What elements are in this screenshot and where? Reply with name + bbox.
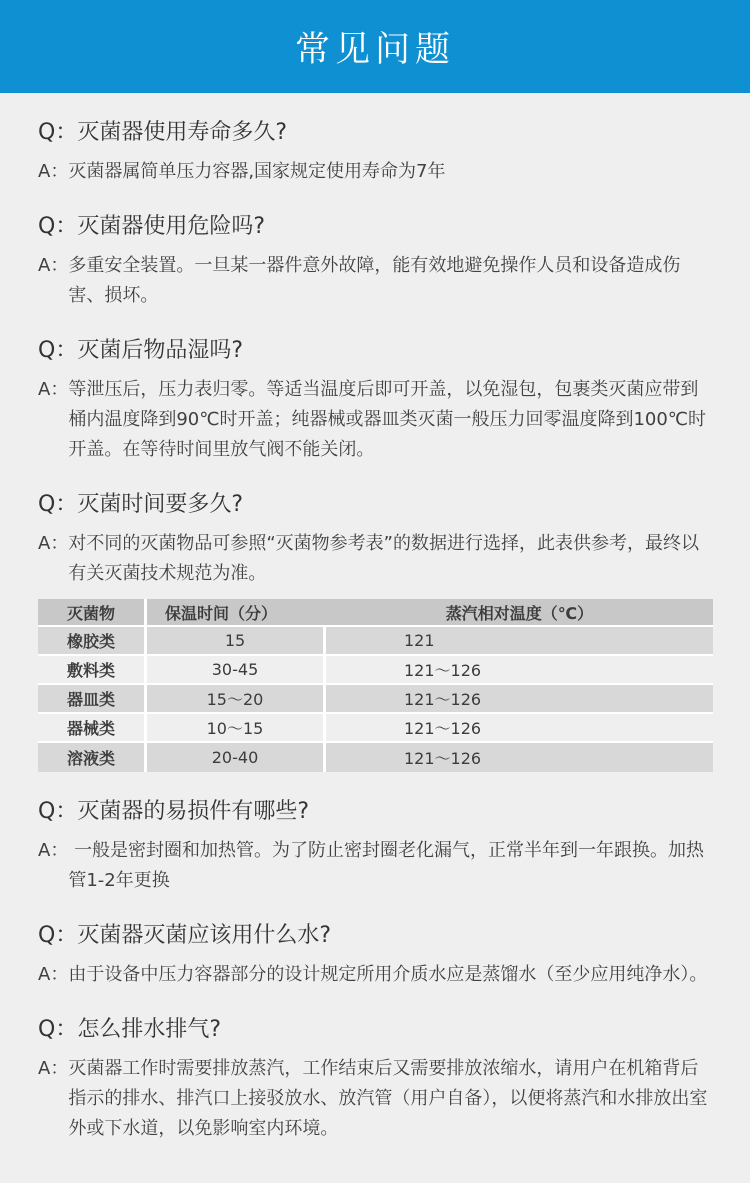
answer-text: 一般是密封圈和加热管。为了防止密封圈老化漏气，正常半年到一年跟换。加热管1-2年更换 xyxy=(68,840,705,891)
faq-answer xyxy=(38,251,712,311)
table-row xyxy=(38,743,713,772)
hold-time-cell: 10～15 xyxy=(147,714,326,743)
answer-label: A： xyxy=(38,533,69,554)
answer-text: 由于设备中压力容器部分的设计规定所用介质水应是蒸馏水（至少应用纯净水）。 xyxy=(68,964,708,985)
question-text: 灭菌后物品湿吗? xyxy=(77,338,244,363)
sterilized-item-cell: 器械类 xyxy=(38,714,147,743)
table-row xyxy=(38,627,713,656)
faq-question xyxy=(38,490,712,520)
table-row xyxy=(38,714,713,743)
faq-item xyxy=(38,212,712,311)
page-header xyxy=(0,0,750,93)
question-text: 灭菌器使用寿命多久? xyxy=(77,120,288,145)
table-header-cell: 灭菌物 xyxy=(38,599,147,627)
faq-item xyxy=(38,118,712,187)
question-label: Q： xyxy=(38,1017,78,1042)
hold-time-cell: 15 xyxy=(147,627,326,656)
faq-item xyxy=(38,921,712,990)
answer-label: A： xyxy=(38,379,69,400)
sterilized-item-cell: 器皿类 xyxy=(38,685,147,714)
faq-content xyxy=(0,118,750,1178)
faq-question xyxy=(38,797,712,827)
question-label: Q： xyxy=(38,214,78,239)
table-head xyxy=(38,599,713,627)
faq-answer xyxy=(38,157,712,187)
answer-label: A： xyxy=(38,161,69,182)
question-text: 灭菌器使用危险吗? xyxy=(77,214,266,239)
answer-label: A： xyxy=(38,964,69,985)
sterilized-item-cell: 橡胶类 xyxy=(38,627,147,656)
sterilized-item-cell: 敷料类 xyxy=(38,656,147,685)
steam-temp-cell: 121～126 xyxy=(326,656,713,685)
table-row xyxy=(38,685,713,714)
faq-question xyxy=(38,118,712,148)
question-label: Q： xyxy=(38,120,78,145)
steam-temp-cell: 121 xyxy=(326,627,713,656)
hold-time-cell: 30-45 xyxy=(147,656,326,685)
faq-item xyxy=(38,490,712,589)
sterilization-reference-table xyxy=(38,599,713,772)
faq-item xyxy=(38,336,712,465)
steam-temp-cell: 121～126 xyxy=(326,714,713,743)
steam-temp-cell: 121～126 xyxy=(326,685,713,714)
faq-item xyxy=(38,797,712,896)
answer-text: 灭菌器属简单压力容器,国家规定使用寿命为7年 xyxy=(68,161,446,182)
answer-label: A： xyxy=(38,840,69,861)
page-title: 常见问题 xyxy=(294,29,455,70)
table-header-cell: 保温时间（分） xyxy=(147,599,326,627)
answer-text: 对不同的灭菌物品可参照“灭菌物参考表”的数据进行选择，此表供参考，最终以有关灭菌技术规范为准。 xyxy=(68,533,699,584)
question-label: Q： xyxy=(38,923,78,948)
faq-question xyxy=(38,336,712,366)
question-label: Q： xyxy=(38,799,78,824)
faq-answer xyxy=(38,375,712,465)
faq-answer xyxy=(38,836,712,896)
hold-time-cell: 20-40 xyxy=(147,743,326,772)
answer-text: 等泄压后，压力表归零。等适当温度后即可开盖，以免湿包，包裹类灭菌应带到桶内温度降到90℃时开盖；纯器械或器皿类灭菌一般压力回零温度降到100℃时开盖。在等待时间里放气阀不能关闭。 xyxy=(68,379,707,460)
faq-question xyxy=(38,921,712,951)
faq-answer xyxy=(38,960,712,990)
answer-text: 灭菌器工作时需要排放蒸汽，工作结束后又需要排放浓缩水，请用户在机箱背后指示的排水、排汽口上接驳放水、放汽管（用户自备），以便将蒸汽和水排放出室外或下水道，以免影响室内环境。 xyxy=(68,1058,708,1139)
sterilized-item-cell: 溶液类 xyxy=(38,743,147,772)
table-header-cell: 蒸汽相对温度（℃） xyxy=(326,599,713,627)
faq-answer xyxy=(38,529,712,589)
answer-label: A： xyxy=(38,1058,69,1079)
answer-text: 多重安全装置。一旦某一器件意外故障，能有效地避免操作人员和设备造成伤害、损坏。 xyxy=(68,255,681,306)
faq-question xyxy=(38,212,712,242)
table-body xyxy=(38,627,713,772)
question-text: 灭菌器的易损件有哪些? xyxy=(77,799,310,824)
question-text: 怎么排水排气? xyxy=(77,1017,222,1042)
table-row xyxy=(38,656,713,685)
question-text: 灭菌器灭菌应该用什么水? xyxy=(77,923,332,948)
question-label: Q： xyxy=(38,492,78,517)
faq-list-bottom xyxy=(38,797,712,1144)
faq-item xyxy=(38,1015,712,1144)
hold-time-cell: 15～20 xyxy=(147,685,326,714)
steam-temp-cell: 121～126 xyxy=(326,743,713,772)
table-header-row xyxy=(38,599,713,627)
answer-label: A： xyxy=(38,255,69,276)
question-label: Q： xyxy=(38,338,78,363)
faq-list-top xyxy=(38,118,712,589)
question-text: 灭菌时间要多久? xyxy=(77,492,244,517)
faq-answer xyxy=(38,1054,712,1144)
faq-question xyxy=(38,1015,712,1045)
